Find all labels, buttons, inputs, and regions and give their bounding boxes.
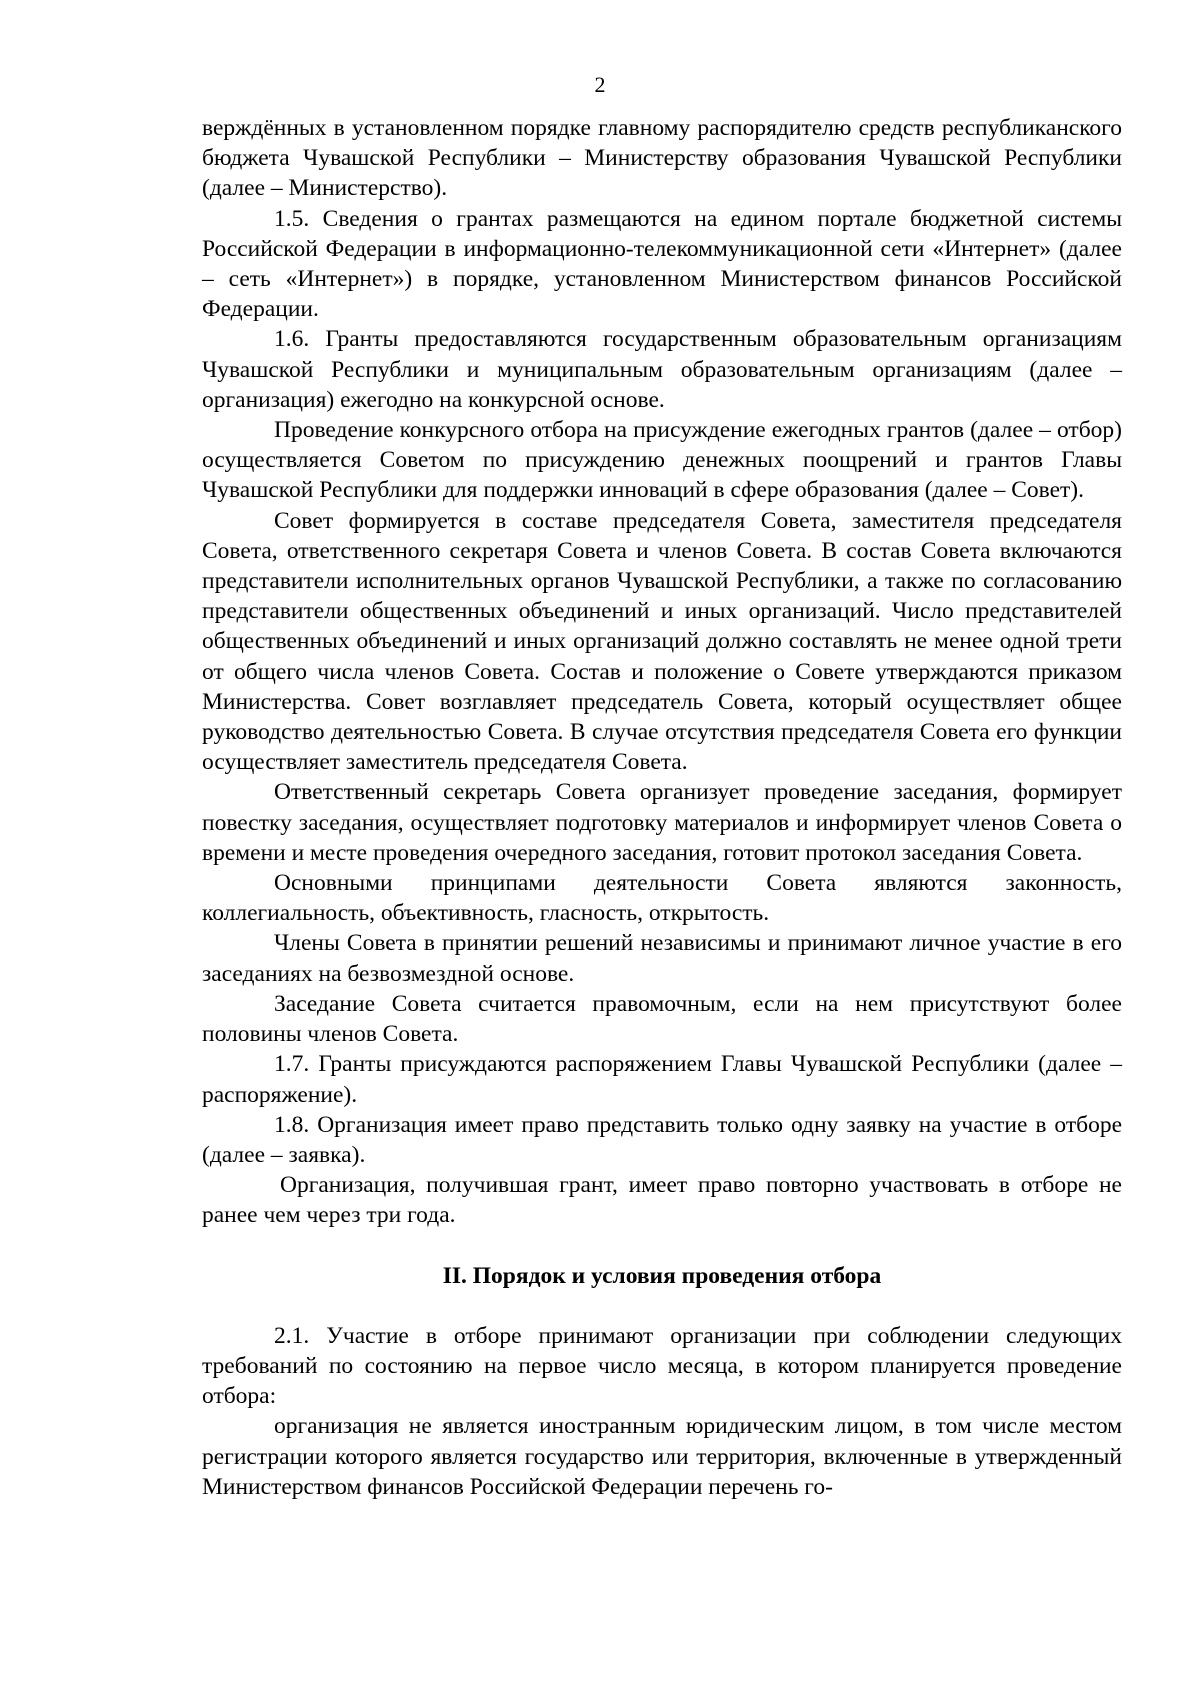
paragraph-1-6: 1.6. Гранты предоставляются государственным образовательным организациям Чувашской Республики и муниципальным образовательным организациям (далее – организация) ежегодно на конкурсной основе. <box>202 326 1122 413</box>
paragraph-principles: Основными принципами деятельности Совета являются законность, коллегиальность, объективность, гласность, открытость. <box>202 870 1122 927</box>
paragraph-continuation: верждённых в установленном порядке главному распорядителю средств республиканского бюджета Чувашской Республики – Министерству образования Чувашской Республики (далее – Министерство). <box>202 115 1122 202</box>
paragraph-members: Члены Совета в принятии решений независимы и принимают личное участие в его заседаниях на безвозмездной основе. <box>202 930 1122 987</box>
paragraph-1-7: 1.7. Гранты присуждаются распоряжением Главы Чувашской Республики (далее – распоряжение). <box>202 1051 1122 1108</box>
paragraph-1-5: 1.5. Сведения о грантах размещаются на едином портале бюджетной системы Российской Федерации в информационно-телекоммуникационной сети «Интернет» (далее – сеть «Интернет») в порядке, установленном Министерством финансов Российской Федерации. <box>202 205 1122 323</box>
paragraph-1-8: 1.8. Организация имеет право представить только одну заявку на участие в отборе (далее – заявка). <box>202 1111 1122 1168</box>
paragraph-requirement-foreign-entity: организация не является иностранным юридическим лицом, в том числе местом регистрации которого является государство или территория, включенные в утвержденный Министерством финансов Российской Федерации перечень го- <box>202 1413 1122 1500</box>
page-number: 2 <box>594 72 606 97</box>
paragraph-quorum: Заседание Совета считается правомочным, если на нем присутствуют более половины членов Совета. <box>202 990 1122 1048</box>
paragraph-selection-council: Проведение конкурсного отбора на присуждение ежегодных грантов (далее – отбор) осуществляется Советом по присуждению денежных поощрений и грантов Главы Чувашской Республики для поддержки инноваций в сфере образования (далее – Совет). <box>202 417 1122 504</box>
paragraph-council-composition: Совет формируется в составе председателя Совета, заместителя председателя Совета, ответственного секретаря Совета и членов Совета. В состав Совета включаются представители исполнительных органов Чувашской Республики, а также по согласованию представители общественных объединений и иных организаций. Число представителей общественных объединений и иных организаций должно составлять не менее одной трети от общего числа членов Совета. Состав и положение о Совете утверждаются приказом Министерства. Совет возглавляет председатель Совета, который осуществляет общее руководство деятельностью Совета. В случае отсутствия председателя Совета его функции осуществляет заместитель председателя Совета. <box>202 507 1122 776</box>
section-heading: II. Порядок и условия проведения отбора <box>442 1262 882 1289</box>
paragraph-repeat-participation: Организация, получившая грант, имеет право повторно участвовать в отборе не ранее чем через три года. <box>202 1172 1122 1229</box>
paragraph-secretary: Ответственный секретарь Совета организует проведение заседания, формирует повестку заседания, осуществляет подготовку материалов и информирует членов Совета о времени и месте проведения очередного заседания, готовит протокол заседания Совета. <box>202 779 1122 866</box>
paragraph-2-1: 2.1. Участие в отборе принимают организации при соблюдении следующих требований по состоянию на первое число месяца, в котором планируется проведение отбора: <box>202 1322 1122 1410</box>
document-body <box>202 113 1122 1502</box>
